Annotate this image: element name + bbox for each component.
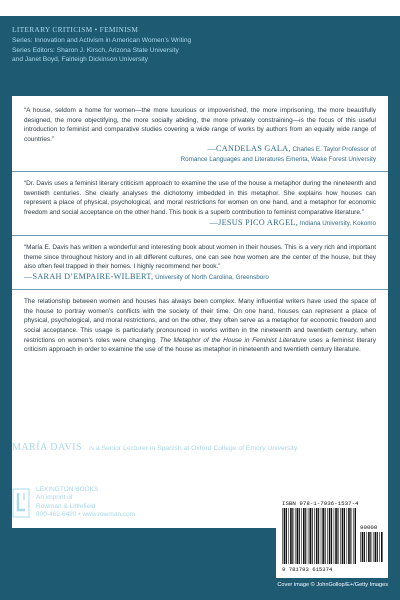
barcode-bar [337, 508, 338, 564]
barcode-bar [284, 508, 286, 564]
reviewer-affiliation: Charles E. Taylor Professor of [292, 146, 376, 154]
publisher-name: LEXINGTON BOOKS [36, 486, 99, 493]
barcode-bar [373, 532, 374, 562]
publisher-imprint: An imprint of [36, 494, 73, 502]
subject-categories: LITERARY CRITICISM • FEMINISM [12, 25, 139, 34]
barcode-bar [297, 508, 299, 564]
barcode-bar [325, 508, 326, 564]
barcode-box [276, 496, 388, 578]
divider [12, 171, 388, 172]
barcode-bar [303, 508, 305, 564]
barcode-bar [366, 532, 367, 562]
book-title: The Metaphor of the House in Feminist Literature [159, 336, 307, 344]
barcode-bar [355, 508, 356, 564]
price-code: 90000 [360, 524, 378, 531]
review-attribution [24, 144, 376, 154]
series-name: Series: Innovation and Activism in American Women’s Writing [12, 37, 192, 44]
barcode-bar [362, 532, 364, 562]
barcode-bar [282, 508, 283, 564]
reviewer-name: —CANDELAS GALA, [207, 144, 291, 154]
review-2 [24, 179, 376, 228]
author-bio [12, 442, 388, 458]
addon-barcode [360, 532, 384, 562]
barcode-bar [322, 508, 324, 564]
book-description [24, 297, 376, 355]
barcode-bar [321, 508, 322, 564]
description-text: The relationship between women and houses has always been complex. Many influential writers have used the space of the house to portray women’s conflicts with the society of their time. On one hand, houses can represent a place of physical, psychological, and moral restrictions, and on the other, they often serve as a metaphor for economic freedom and social acceptance. This usage is particularly pronounced in works written in the nineteenth and twentieth century, when restrictions on women’s roles were changing. [24, 298, 376, 344]
barcode-bar [290, 508, 292, 564]
content-panel [12, 96, 388, 528]
barcode-bar [360, 532, 361, 562]
barcode-bar [305, 508, 306, 564]
review-attribution [24, 272, 376, 282]
barcode-bar [370, 532, 371, 562]
barcode-bar [368, 532, 370, 562]
barcode-bar [331, 508, 332, 564]
publisher-parent: Rowman & Littlefield [36, 502, 96, 510]
reviewer-affiliation: University of North Carolina, Greensboro [155, 273, 269, 281]
barcode-bar [301, 508, 302, 564]
barcode [282, 508, 356, 564]
barcode-bar [342, 508, 344, 564]
publisher-contact: 800-462-6420 • www.rowman.com [36, 511, 136, 519]
review-1 [24, 106, 376, 164]
series-editors-cont: and Janet Boyd, Fairleigh Dickinson University [12, 56, 148, 63]
divider [12, 289, 388, 290]
barcode-bar [318, 508, 319, 564]
barcode-bar [329, 508, 331, 564]
barcode-bar [353, 508, 354, 564]
barcode-bar [334, 508, 335, 564]
barcode-bar [292, 508, 293, 564]
barcode-bar [308, 508, 309, 564]
reviewer-affiliation-cont: Romance Languages and Literatures Emerita, Wake Forest University [180, 155, 376, 163]
barcode-bar [299, 508, 300, 564]
barcode-bar [314, 508, 315, 564]
description-text-cont: uses a feminist literary criticism approach in order to examine the use of the house as metaphor in nineteenth and twentieth century literature. [24, 336, 376, 354]
barcode-bar [375, 532, 377, 562]
reviewer-name: —JESUS PICO ARGEL, [209, 217, 299, 227]
barcode-bar [344, 508, 345, 564]
divider [12, 235, 388, 236]
barcode-bar [327, 508, 328, 564]
review-quote: “Dr. Davis uses a feminist literary criticism approach to examine the use of the house a metaphor during the nineteenth and twentieth centuries. She clearly analyses the dichotomy imbedded in this metaphor. She explains how houses can represent a place of physical, psychological, and moral restrictions for women on one hand, and a metaphor for economic freedom and social acceptance on the other hand. This book is a superb contribution to feminist comparative literature.” [24, 180, 376, 216]
barcode-bar [309, 508, 311, 564]
barcode-bar [364, 532, 365, 562]
review-quote: “María E. Davis has written a wonderful and interesting book about women in their houses. This is a very rich and important theme since throughout history and in all different cultures, one can see how women are the center of the house, but they also often feel trapped in their homes. I highly recommend her book.” [24, 243, 376, 271]
reviewer-affiliation: Indiana University, Kokomo [299, 219, 376, 227]
barcode-bar [381, 532, 383, 562]
author-name: MARÍA DAVIS [12, 442, 83, 453]
review-attribution [24, 218, 376, 228]
publisher-text [36, 486, 135, 520]
series-header [12, 24, 388, 65]
review-3 [24, 243, 376, 282]
barcode-bar [379, 532, 380, 562]
barcode-bar [295, 508, 296, 564]
series-editors: Series Editors: Sharon J. Kirsch, Arizona State University [12, 46, 179, 54]
lexington-books-logo-icon [12, 488, 30, 518]
cover-image-credit: Cover image © JohnGollop/E+/Getty Images [277, 582, 388, 588]
barcode-bar [348, 508, 350, 564]
barcode-number: 9 781793 615374 [282, 566, 333, 573]
author-description: is a Senior Lecturer in Spanish at Oxford College of Emory University. [89, 445, 299, 452]
barcode-bar [312, 508, 313, 564]
review-quote: “A house, seldom a home for women—the more luxurious or impoverished, the more imprisoning, the more beautifully designed, the more objectifying, the more socially abiding, the more privately constraining—is the focus of this useful introduction to feminist and comparative studies covering a wide range of works by authors from an equally wide range of countries.” [24, 107, 376, 143]
barcode-bar [377, 532, 378, 562]
barcode-bar [335, 508, 337, 564]
publisher-block [12, 484, 162, 534]
barcode-bar [316, 508, 318, 564]
barcode-bar [350, 508, 351, 564]
barcode-bar [347, 508, 348, 564]
reviewer-name: —SARAH D’EMPAIRE-WILBERT, [24, 271, 154, 281]
top-band [0, 0, 400, 16]
barcode-bar [288, 508, 289, 564]
barcode-bar [340, 508, 341, 564]
barcode-bar [286, 508, 287, 564]
isbn: ISBN 978-1-7936-1537-4 [282, 500, 359, 507]
